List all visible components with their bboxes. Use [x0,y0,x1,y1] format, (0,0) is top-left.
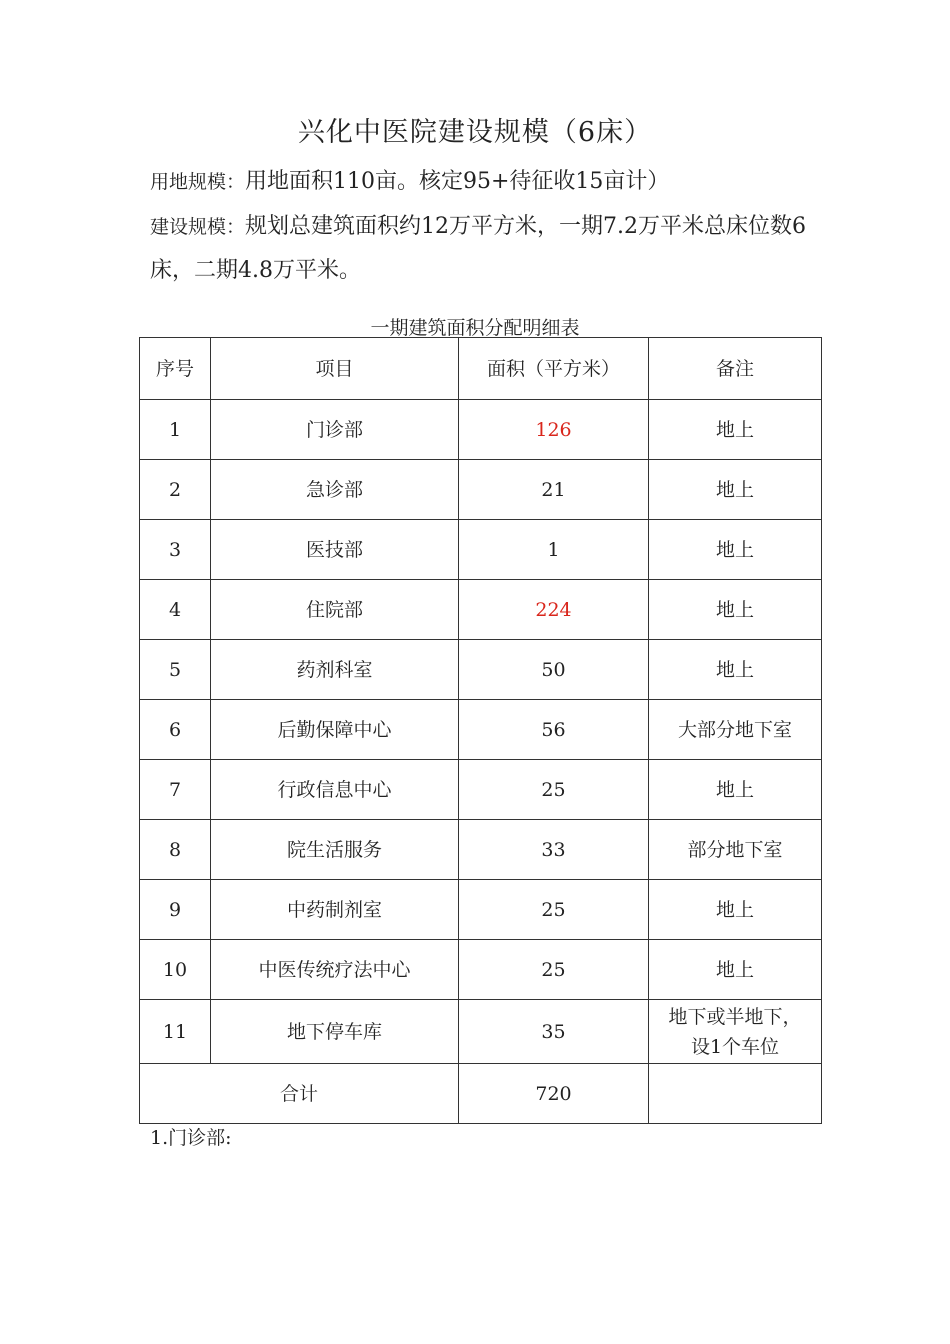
cell-note: 地上 [649,400,822,460]
cell-area: 1 [459,520,649,580]
cell-note: 地上 [649,520,822,580]
build-scale-label: 建设规模： [150,216,246,238]
cell-item: 医技部 [211,520,459,580]
cell-no: 7 [140,760,211,820]
cell-note: 地上 [649,460,822,520]
cell-item: 院生活服务 [211,820,459,880]
cell-note: 地上 [649,940,822,1000]
cell-note: 地上 [649,580,822,640]
cell-no: 1 [140,400,211,460]
cell-no: 3 [140,520,211,580]
land-scale-label: 用地规模： [150,171,246,193]
cell-note: 部分地下室 [649,820,822,880]
table-row [140,880,822,940]
cell-item: 门诊部 [211,400,459,460]
table-total-row [140,1064,822,1124]
table-row [140,640,822,700]
cell-no: 8 [140,820,211,880]
section-heading: 1.门诊部: [150,1127,232,1149]
header-note: 备注 [649,338,822,400]
cell-item: 住院部 [211,580,459,640]
cell-item: 行政信息中心 [211,760,459,820]
table-row [140,760,822,820]
table-row [140,700,822,760]
cell-no: 2 [140,460,211,520]
total-note [649,1064,822,1124]
cell-item: 后勤保障中心 [211,700,459,760]
cell-no: 5 [140,640,211,700]
cell-note: 地上 [649,760,822,820]
cell-area: 25 [459,940,649,1000]
cell-note: 地上 [649,880,822,940]
cell-item: 中药制剂室 [211,880,459,940]
table-row [140,940,822,1000]
cell-item: 地下停车库 [211,1000,459,1064]
cell-area: 25 [459,760,649,820]
cell-area: 50 [459,640,649,700]
cell-no: 10 [140,940,211,1000]
build-scale-text: 规划总建筑面积约12万平方米，一期7.2万平米总床位数6床，二期4.8万平米。 [150,214,806,283]
header-item: 项目 [211,338,459,400]
table-row [140,820,822,880]
cell-item: 药剂科室 [211,640,459,700]
table-row [140,400,822,460]
land-scale-line [150,160,820,204]
cell-area: 56 [459,700,649,760]
cell-note: 大部分地下室 [649,700,822,760]
cell-area: 25 [459,880,649,940]
cell-note-line2: 设1个车位 [690,1035,780,1058]
cell-no: 6 [140,700,211,760]
cell-no: 9 [140,880,211,940]
cell-area: 224 [459,580,649,640]
cell-note [649,1000,822,1064]
table-row [140,580,822,640]
cell-no: 11 [140,1000,211,1064]
table-row [140,520,822,580]
table-caption: 一期建筑面积分配明细表 [370,317,580,339]
page-title: 兴化中医院建设规模（6床） [297,117,653,148]
cell-area: 35 [459,1000,649,1064]
land-scale-text: 用地面积110亩。核定95+待征收15亩计） [245,169,670,194]
cell-no: 4 [140,580,211,640]
cell-area: 126 [459,400,649,460]
area-allocation-table [139,337,822,1124]
build-scale-line [150,205,820,293]
cell-area: 21 [459,460,649,520]
cell-item: 急诊部 [211,460,459,520]
cell-note: 地上 [649,640,822,700]
total-label: 合计 [140,1064,459,1124]
cell-item: 中医传统疗法中心 [211,940,459,1000]
header-area: 面积（平方米） [459,338,649,400]
total-area: 720 [459,1064,649,1124]
table-header-row [140,338,822,400]
cell-area: 33 [459,820,649,880]
header-no: 序号 [140,338,211,400]
cell-note-line1: 地下或半地下， [668,1005,802,1028]
table-row [140,460,822,520]
table-row [140,1000,822,1064]
